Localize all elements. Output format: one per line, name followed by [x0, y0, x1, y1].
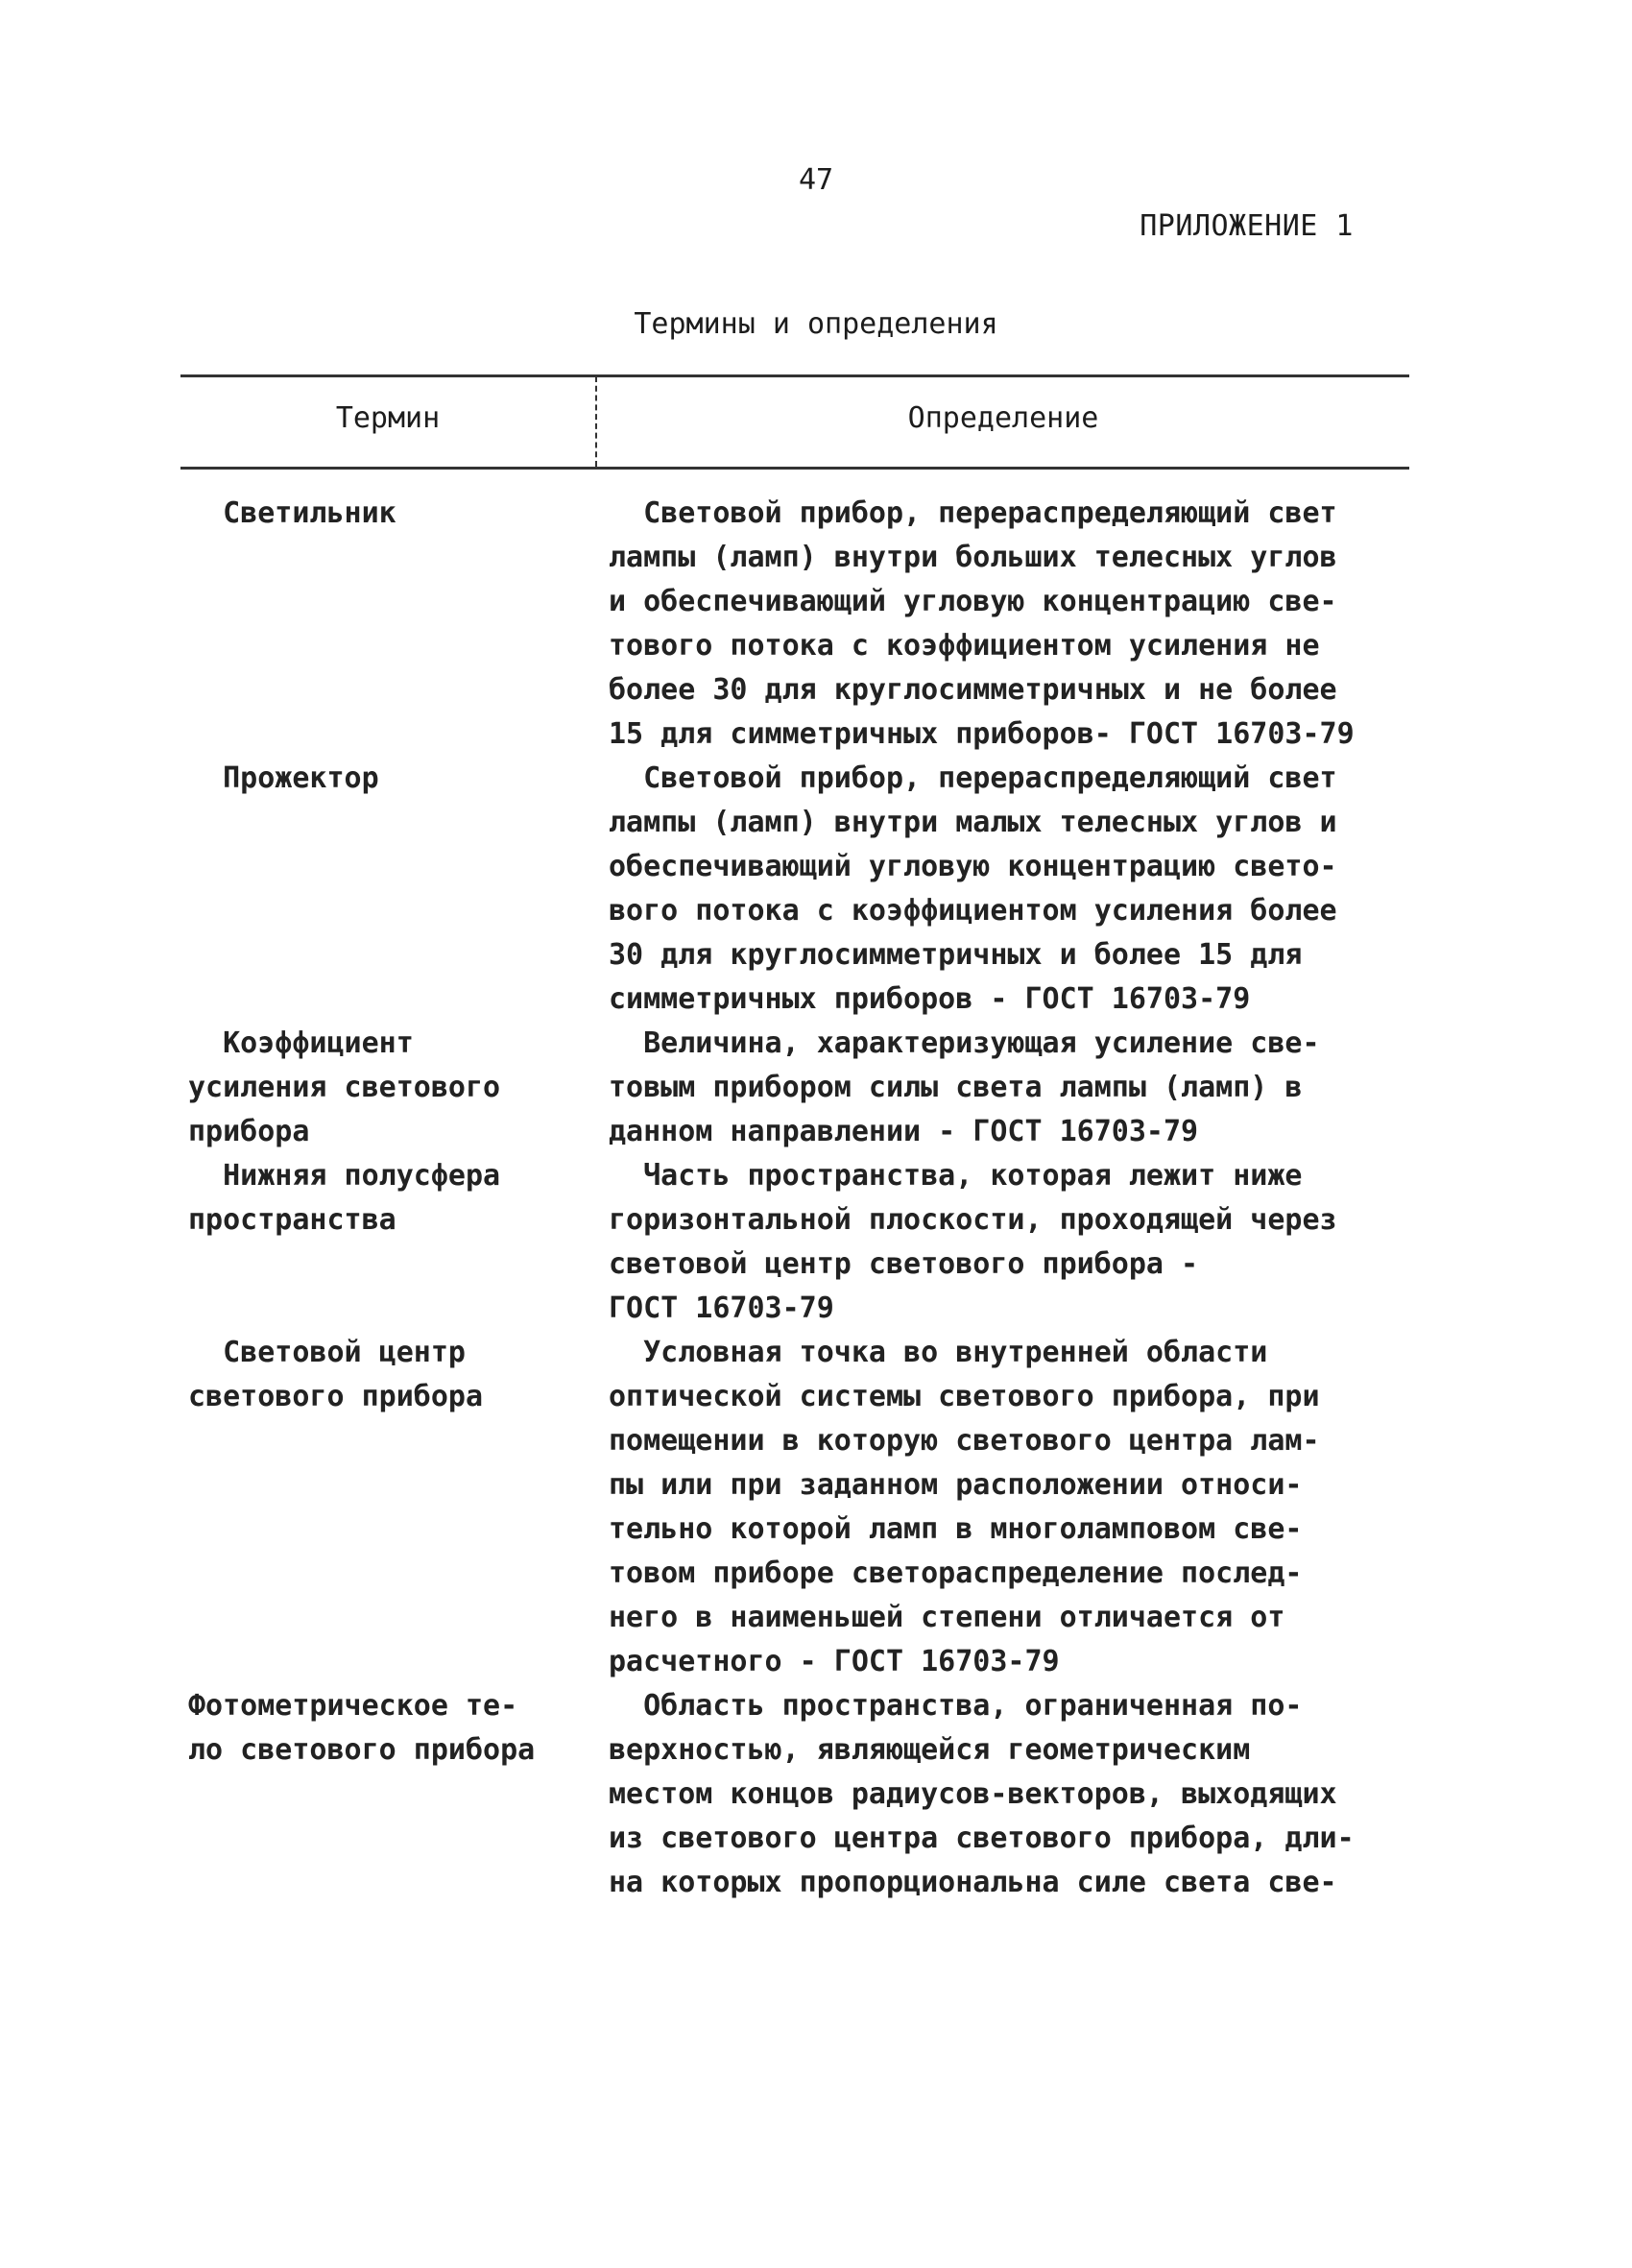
definition-cell: Условная точка во внутренней области оптической системы светового прибора, при помещении в которую светового центра лам- пы или при заданном расположении относи- тельно которой ламп в многоламповом све- товом приборе светораспределение послед- него в наименьшей степени отличается от расчетного - ГОСТ 16703-79: [609, 1336, 1320, 1678]
column-header-term: Термин: [335, 401, 441, 435]
table-row: [0, 492, 1632, 757]
definition-cell: Световой прибор, перераспределяющий свет лампы (ламп) внутри малых телесных углов и обеспечивающий угловую концентрацию свето- вого потока с коэффициентом усиления более 30 для круглосимметричных и более 15 для симметричных приборов - ГОСТ 16703-79: [609, 761, 1337, 1016]
table-row: [0, 757, 1632, 1022]
table-row: [0, 1022, 1632, 1154]
table-row: [0, 1684, 1632, 1905]
term-cell: Световой центр светового прибора: [188, 1336, 484, 1413]
term-cell: Коэффициент усиления светового прибора: [188, 1026, 501, 1148]
table-title: Термины и определения: [634, 307, 998, 341]
table-top-rule: [180, 374, 1409, 377]
term-cell: Прожектор: [188, 761, 379, 795]
definition-cell: Часть пространства, которая лежит ниже горизонтальной плоскости, проходящей через световой центр светового прибора - ГОСТ 16703-79: [609, 1159, 1337, 1325]
appendix-label: ПРИЛОЖЕНИЕ 1: [1140, 209, 1354, 243]
table-row: [0, 1154, 1632, 1331]
terms-table-body: [0, 492, 1632, 1905]
definition-cell: Величина, характеризующая усиление све- товым прибором силы света лампы (ламп) в данном направлении - ГОСТ 16703-79: [609, 1026, 1320, 1148]
definition-cell: Область пространства, ограниченная по- верхностью, являющейся геометрическим местом концов радиусов-векторов, выходящих из светового центра светового прибора, дли- на которых пропорциональна силе света све-: [609, 1689, 1355, 1899]
table-row: [0, 1331, 1632, 1684]
definition-cell: Световой прибор, перераспределяющий свет лампы (ламп) внутри больших телесных углов и обеспечивающий угловую концентрацию све- тового потока с коэффициентом усиления не более 30 для круглосимметричных и не более 15 для симметричных приборов- ГОСТ 16703-79: [609, 496, 1355, 751]
term-cell: Светильник: [188, 496, 396, 530]
term-cell: Нижняя полусфера пространства: [188, 1159, 501, 1237]
column-header-definition: Определение: [907, 401, 1099, 435]
term-cell: Фотометрическое те- ло светового прибора: [188, 1689, 536, 1767]
table-header-rule: [180, 467, 1409, 470]
page-number: 47: [798, 163, 834, 197]
